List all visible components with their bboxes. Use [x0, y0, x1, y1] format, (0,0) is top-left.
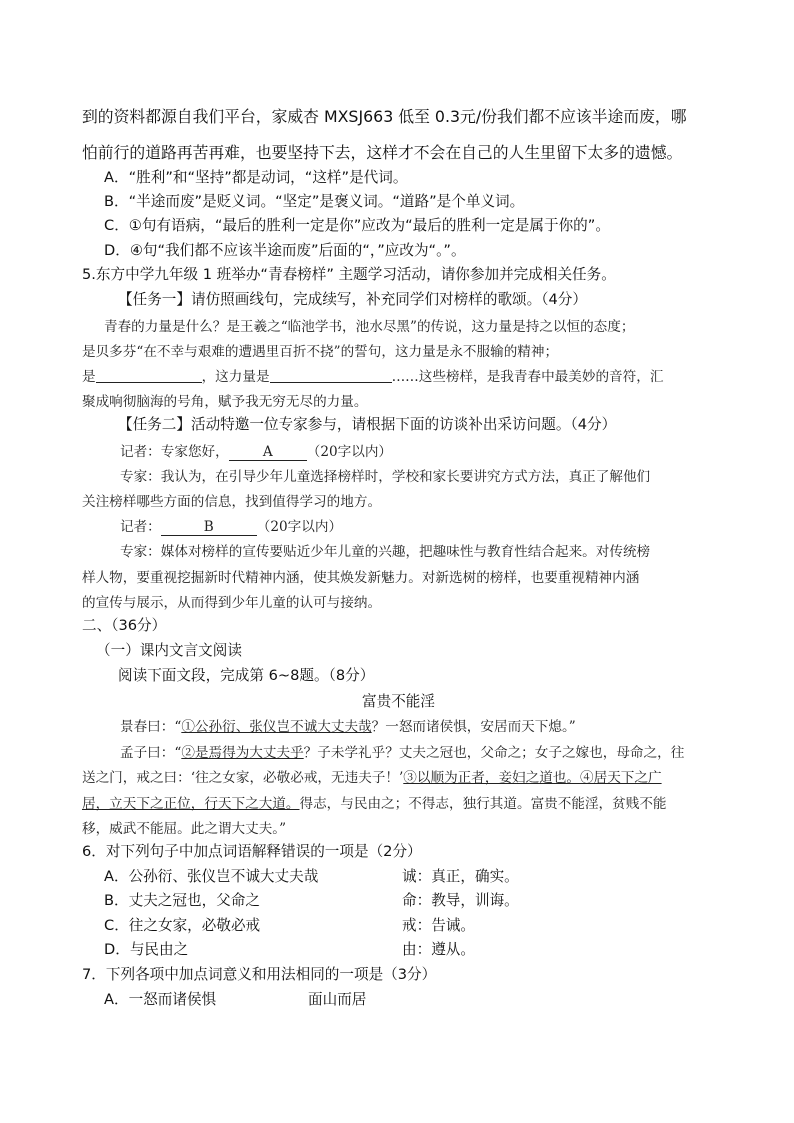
q6-option-b: B．丈夫之冠也，父命之: [104, 892, 260, 909]
task1-para-3-end: ……这些榜样，是我青春中最美妙的音符，汇: [391, 369, 664, 385]
passage-line-2-a: 孟子曰：“: [120, 745, 182, 761]
task1-para-3-start: 是: [82, 369, 96, 385]
limit-note-b: （20字以内）: [256, 519, 343, 535]
passage-line-1-b: ？一怒而诸侯惧，安居而天下熄。”: [371, 719, 576, 735]
underlined-sentence-4-end: 居，立天下之正位，行天下之大道。: [82, 796, 300, 812]
task1-blank-1[interactable]: [96, 369, 202, 383]
expert-answer-1-line-2: 关注榜样哪些方面的信息，找到值得学习的地方。: [82, 494, 382, 510]
q6-option-b-gloss: 命：教导，训诲。: [402, 892, 519, 909]
q4-option-c: C．①句有语病，“最后的胜利一定是你”应改为“最后的胜利一定是属于你的”。: [104, 217, 610, 234]
underlined-sentence-1: ①公孙衍、张仪岂不诚大丈夫哉: [181, 719, 372, 735]
passage-line-3: [82, 766, 662, 786]
q6-option-d-gloss: 由：遵从。: [402, 941, 475, 958]
q6-option-c: C．往之女家，必敬必戒: [104, 917, 261, 934]
q4-option-b: B．“半途而废”是贬义词。“坚定”是褒义词。“道路”是个单义词。: [104, 193, 525, 210]
passage-title: 富贵不能淫: [362, 693, 435, 710]
q6-option-a: A．公孙衍、张仪岂不诚大丈夫哉: [104, 868, 319, 885]
underlined-sentence-3: ③以顺为正者，妾妇之道也。: [403, 770, 581, 786]
intro-line-2: 怕前行的道路再苦再难，也要坚持下去，这样才不会在自己的人生里留下太多的遗憾。: [82, 143, 683, 162]
underlined-sentence-4-start: ④居天下之广: [580, 770, 662, 786]
expert-answer-1-line-1: 专家：我认为，在引导少年儿童选择榜样时，学校和家长要讲究方式方法，真正了解他们: [120, 469, 651, 485]
reporter-label-2: 记者：: [120, 519, 161, 535]
task2-title: 【任务二】活动特邀一位专家参与，请根据下面的访谈补出采访问题。（4分）: [118, 416, 617, 433]
expert-answer-2-line-1: 专家：媒体对榜样的宣传要贴近少年儿童的兴趣，把趣味性与教育性结合起来。对传统榜: [120, 544, 651, 560]
passage-line-2-b: ？子未学礼乎？丈夫之冠也，父命之；女子之嫁也，母命之，往: [303, 745, 685, 761]
task1-para-3-mid: ，这力量是: [201, 369, 270, 385]
q7-option-a: A．一怒而诸侯惧: [104, 991, 217, 1008]
underlined-sentence-2: ②是焉得为大丈夫乎: [181, 745, 304, 761]
task1-para-3: [82, 365, 663, 385]
passage-line-3-a: 送之门，戒之曰：‘往之女家，必敬必戒，无违夫子！’: [82, 770, 404, 786]
passage-line-1: [120, 715, 576, 735]
q4-option-d: D．④句“我们都不应该半途而废”后面的“，”应改为“。”。: [104, 242, 466, 259]
expert-answer-2-line-2: 样人物，要重视挖掘新时代精神内涵，使其焕发新魅力。对新选树的榜样，也要重视精神内涵: [82, 570, 640, 586]
q6-stem: 6．对下列句子中加点词语解释错误的一项是（2分）: [82, 843, 422, 860]
q6-option-c-gloss: 戒：告诫。: [402, 917, 475, 934]
passage-line-4: [82, 792, 667, 812]
task1-title: 【任务一】请仿照画线句，完成续写，补充同学们对榜样的歌颂。（4分）: [118, 291, 587, 308]
passage-line-5: 移，威武不能屈。此之谓大丈夫。”: [82, 821, 287, 837]
reading-instruction: 阅读下面文段，完成第 6~8题。（8分）: [118, 667, 375, 684]
reporter-label-1: 记者：专家您好，: [120, 444, 229, 460]
expert-answer-2-line-3: 的宣传与展示，从而得到少年儿童的认可与接纳。: [82, 595, 382, 611]
task1-blank-2[interactable]: [270, 369, 392, 383]
passage-line-2: [120, 741, 684, 761]
q6-option-a-gloss: 诚：真正，确实。: [402, 868, 519, 885]
passage-line-1-a: 景春曰：“: [120, 719, 182, 735]
task1-para-1: 青春的力量是什么？是王羲之“临池学书，池水尽黑”的传说，这力量是持之以恒的态度；: [104, 319, 635, 335]
q5-stem: 5.东方中学九年级 1 班举办“青春榜样” 主题学习活动，请你参加并完成相关任务。: [82, 266, 616, 283]
reporter-question-b: [120, 515, 342, 536]
limit-note-a: （20字以内）: [306, 444, 393, 460]
q6-option-d: D．与民由之: [104, 941, 189, 958]
task1-para-2: 是贝多芬“在不幸与艰难的遭遇里百折不挠”的誓句，这力量是永不服输的精神；: [82, 344, 559, 360]
q7-option-a-pair: 面山而居: [308, 991, 367, 1008]
section-2-title: 二、（36分）: [82, 617, 167, 634]
intro-line-1: 到的资料都源自我们平台，家威杏 MXSJ663 低至 0.3元/份我们都不应该半途而废，哪: [82, 107, 687, 126]
section-2-sub-1: （一）课内文言文阅读: [96, 642, 242, 659]
q4-option-a: A．“胜利”和“坚持”都是动词，“这样”是代词。: [104, 169, 408, 186]
blank-a[interactable]: A: [229, 444, 307, 461]
task1-para-4: 聚成响彻脑海的号角，赋予我无穷无尽的力量。: [82, 394, 368, 410]
passage-line-4-b: 得志，与民由之；不得志，独行其道。富贵不能淫，贫贱不能: [299, 796, 667, 812]
reporter-question-a: [120, 440, 392, 461]
blank-b[interactable]: B: [161, 519, 257, 536]
q7-stem: 7．下列各项中加点词意义和用法相同的一项是（3分）: [82, 966, 437, 983]
